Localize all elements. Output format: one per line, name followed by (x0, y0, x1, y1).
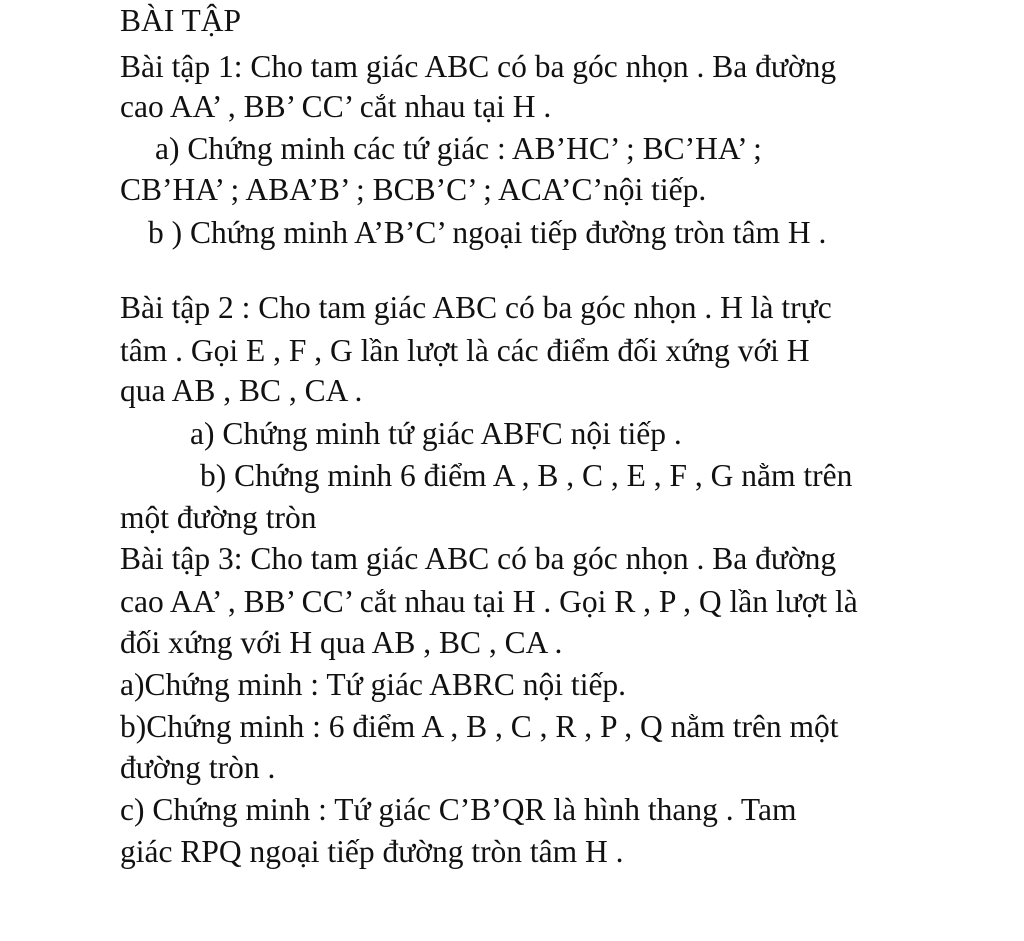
exercise-2-line-2: tâm . Gọi E , F , G lần lượt là các điểm đối xứng với H (120, 333, 810, 368)
exercise-1-line-2: cao AA’ , BB’ CC’ cắt nhau tại H . (120, 89, 552, 124)
exercise-2-line-3: qua AB , BC , CA . (120, 373, 363, 408)
exercise-3-part-c-line-2: giác RPQ ngoại tiếp đường tròn tâm H . (120, 834, 624, 869)
exercise-1-part-a-line-2: CB’HA’ ; ABA’B’ ; BCB’C’ ; ACA’C’nội tiếp. (120, 172, 707, 207)
exercise-1-part-b: b ) Chứng minh A’B’C’ ngoại tiếp đường tròn tâm H . (148, 215, 827, 250)
exercise-2-part-b-line-2: một đường tròn (120, 500, 317, 535)
exercise-3-part-b-line-1: b)Chứng minh : 6 điểm A , B , C , R , P , Q nằm trên một (120, 709, 839, 744)
exercise-3-part-b-line-2: đường tròn . (120, 750, 276, 785)
exercise-2-part-a: a) Chứng minh tứ giác ABFC nội tiếp . (190, 416, 682, 451)
exercise-2-line-1: Bài tập 2 : Cho tam giác ABC có ba góc nhọn . H là trực (120, 290, 832, 325)
exercise-3-part-c-line-1: c) Chứng minh : Tứ giác C’B’QR là hình thang . Tam (120, 792, 797, 827)
exercise-2-part-b-line-1: b) Chứng minh 6 điểm A , B , C , E , F , G nằm trên (200, 458, 853, 493)
exercise-1-line-1: Bài tập 1: Cho tam giác ABC có ba góc nhọn . Ba đường (120, 49, 837, 84)
exercise-3-line-1: Bài tập 3: Cho tam giác ABC có ba góc nhọn . Ba đường (120, 541, 837, 576)
exercise-3-line-3: đối xứng với H qua AB , BC , CA . (120, 625, 563, 660)
exercise-3-part-a: a)Chứng minh : Tứ giác ABRC nội tiếp. (120, 667, 627, 702)
exercise-3-line-2: cao AA’ , BB’ CC’ cắt nhau tại H . Gọi R , P , Q lần lượt là (120, 584, 858, 619)
page-title: BÀI TẬP (120, 3, 242, 38)
exercise-1-part-a-line-1: a) Chứng minh các tứ giác : AB’HC’ ; BC’HA’ ; (155, 131, 762, 166)
